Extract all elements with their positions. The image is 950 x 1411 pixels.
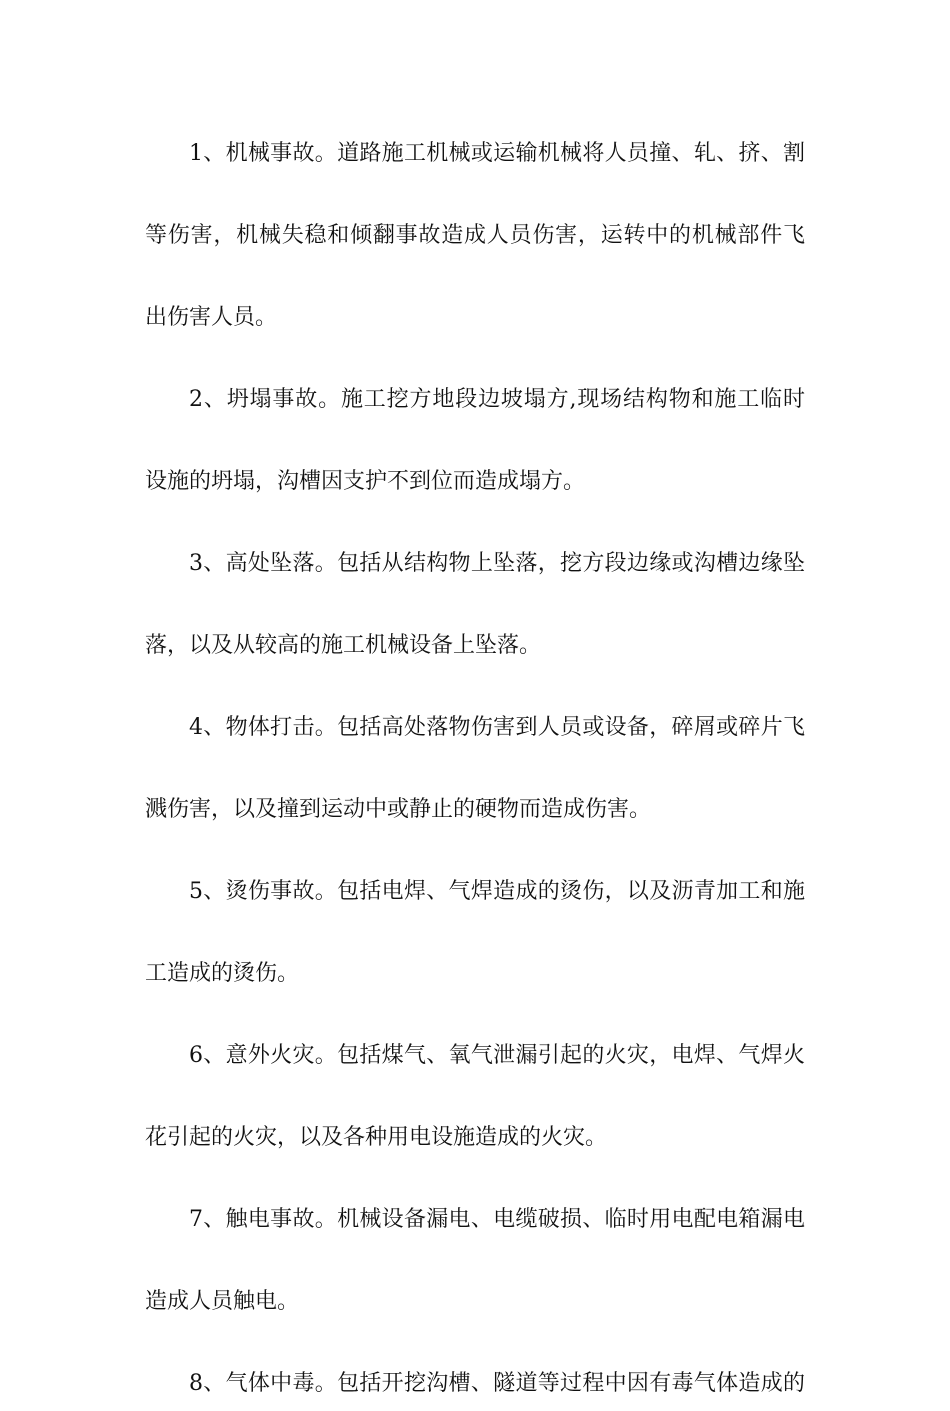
paragraph-collapse-accident — [145, 373, 805, 509]
paragraph-line: 6、意外火灾。包括煤气、氧气泄漏引起的火灾，电焊、气焊火 — [189, 1043, 805, 1068]
paragraph-line: 花引起的火灾，以及各种用电设施造成的火灾。 — [145, 1125, 608, 1150]
paragraph-mechanical-accident — [145, 127, 805, 345]
paragraph-line: 工造成的烫伤。 — [145, 961, 300, 986]
paragraph-line: 溅伤害，以及撞到运动中或静止的硬物而造成伤害。 — [145, 797, 652, 822]
paragraph-line: 5、烫伤事故。包括电焊、气焊造成的烫伤，以及沥青加工和施 — [189, 879, 805, 904]
document-body — [145, 127, 805, 1411]
paragraph-line: 4、物体打击。包括高处落物伤害到人员或设备，碎屑或碎片飞 — [189, 715, 805, 740]
paragraph-line: 造成人员触电。 — [145, 1289, 300, 1314]
paragraph-line: 7、触电事故。机械设备漏电、电缆破损、临时用电配电箱漏电 — [189, 1207, 805, 1232]
paragraph-gas-poisoning — [145, 1357, 805, 1411]
paragraph-line: 等伤害，机械失稳和倾翻事故造成人员伤害，运转中的机械部件飞 — [145, 223, 805, 248]
paragraph-line: 8、气体中毒。包括开挖沟槽、隧道等过程中因有毒气体造成的 — [189, 1371, 805, 1396]
paragraph-line: 出伤害人员。 — [145, 305, 278, 330]
paragraph-electric-shock — [145, 1193, 805, 1329]
paragraph-line: 2、坍塌事故。施工挖方地段边坡塌方,现场结构物和施工临时 — [189, 387, 805, 412]
paragraph-object-strike — [145, 701, 805, 837]
paragraph-line: 设施的坍塌，沟槽因支护不到位而造成塌方。 — [145, 469, 586, 494]
paragraph-line: 1、机械事故。道路施工机械或运输机械将人员撞、轧、挤、割 — [189, 141, 805, 166]
paragraph-line: 落，以及从较高的施工机械设备上坠落。 — [145, 633, 542, 658]
paragraph-fall-from-height — [145, 537, 805, 673]
paragraph-accidental-fire — [145, 1029, 805, 1165]
paragraph-burn-accident — [145, 865, 805, 1001]
paragraph-line: 3、高处坠落。包括从结构物上坠落，挖方段边缘或沟槽边缘坠 — [189, 551, 805, 576]
